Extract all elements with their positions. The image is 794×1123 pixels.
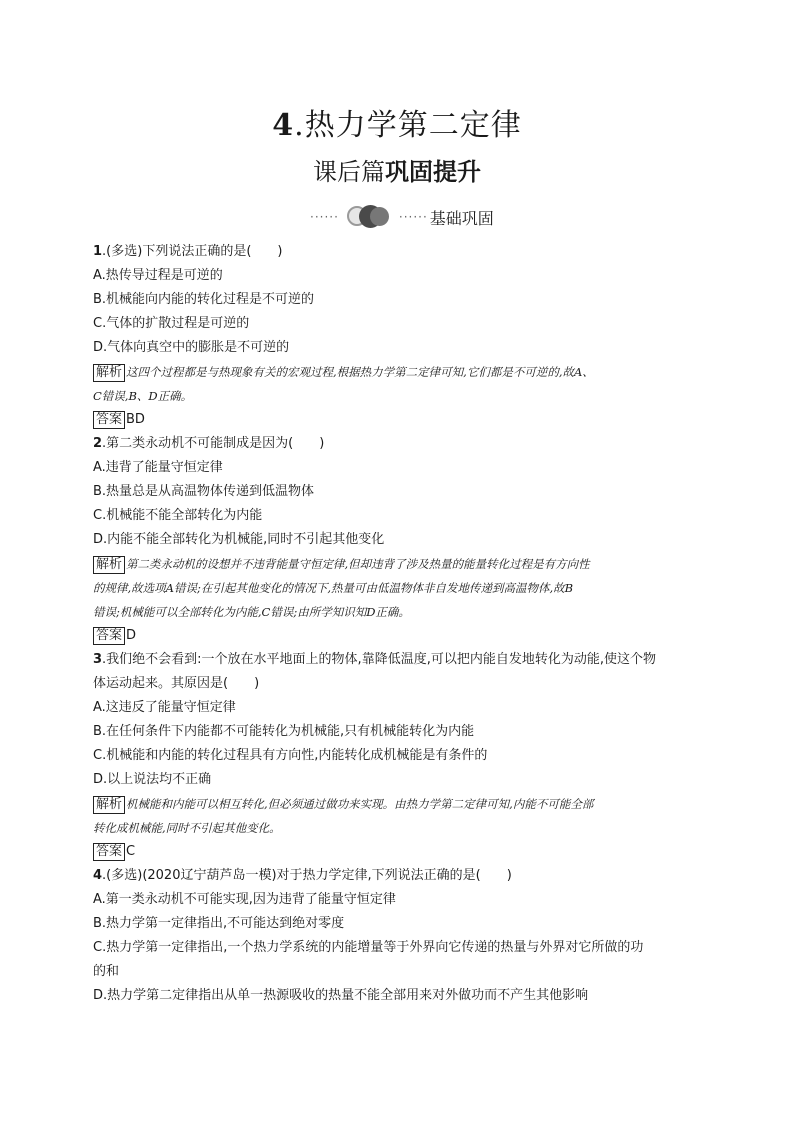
- option: A.这违反了能量守恒定律: [93, 700, 236, 715]
- option: C.气体的扩散过程是可逆的: [93, 316, 250, 331]
- title-text: .热力学第二定律: [294, 108, 522, 143]
- answer-line: [93, 408, 703, 432]
- option: A.违背了能量守恒定律: [93, 460, 223, 475]
- option: B.机械能向内能的转化过程是不可逆的: [93, 292, 315, 307]
- option: B.在任何条件下内能都不可能转化为机械能,只有机械能转化为内能: [93, 724, 475, 739]
- page-subtitle: [0, 152, 794, 187]
- analysis-tag: 解析: [93, 796, 125, 814]
- section-dots-right: ······: [398, 210, 428, 224]
- subtitle-bold: 巩固提升: [385, 158, 481, 186]
- option: D.气体向真空中的膨胀是不可逆的: [93, 340, 290, 355]
- question-stem: [93, 864, 703, 888]
- option: D.热力学第二定律指出从单一热源吸收的热量不能全部用来对外做功而不产生其他影响: [93, 988, 589, 1003]
- answer-tag: 答案: [93, 627, 125, 645]
- question-stem-text: .(多选)(2020辽宁葫芦岛一模)对于热力学定律,下列说法正确的是( ): [102, 868, 512, 883]
- option: C.机械能不能全部转化为内能: [93, 508, 263, 523]
- analysis-text: 的规律,故选项A错误;在引起其他变化的情况下,热量可由低温物体非自发地传递到高温物体,故B: [93, 581, 574, 595]
- analysis-line: [93, 792, 703, 816]
- page-title: [0, 100, 794, 144]
- subtitle-plain: 课后篇: [313, 158, 385, 186]
- question-3: [93, 648, 703, 864]
- question-stem: [93, 240, 703, 264]
- section-circles-icon: [345, 204, 389, 230]
- analysis-text: 转化成机械能,同时不引起其他变化。: [93, 821, 281, 835]
- question-1: [93, 240, 703, 432]
- analysis-line: [93, 552, 703, 576]
- analysis-line: [93, 360, 703, 384]
- option: A.热传导过程是可逆的: [93, 268, 223, 283]
- question-number: 1: [93, 244, 103, 259]
- question-stem: [93, 672, 703, 696]
- answer-text: C: [126, 844, 136, 859]
- option: B.热力学第一定律指出,不可能达到绝对零度: [93, 916, 345, 931]
- answer-line: [93, 840, 703, 864]
- title-number: 4: [272, 108, 295, 143]
- option: A.第一类永动机不可能实现,因为违背了能量守恒定律: [93, 892, 396, 907]
- question-stem: [93, 648, 703, 672]
- section-label: 基础巩固: [429, 208, 494, 228]
- question-2: [93, 432, 703, 648]
- analysis-line: [93, 384, 703, 408]
- question-stem: [93, 432, 703, 456]
- analysis-text: 这四个过程都是与热现象有关的宏观过程,根据热力学第二定律可知,它们都是不可逆的,故A、: [126, 365, 594, 379]
- question-stem-text: .第二类永动机不可能制成是因为( ): [102, 436, 325, 451]
- analysis-text: 机械能和内能可以相互转化,但必须通过做功来实现。由热力学第二定律可知,内能不可能全部: [126, 797, 594, 811]
- section-header: [310, 204, 494, 230]
- question-number: 2: [93, 436, 103, 451]
- option: B.热量总是从高温物体传递到低温物体: [93, 484, 315, 499]
- option: D.以上说法均不正确: [93, 772, 212, 787]
- analysis-line: [93, 816, 703, 840]
- question-number: 4: [93, 868, 103, 883]
- analysis-text: 错误;机械能可以全部转化为内能,C错误;由所学知识知D正确。: [93, 605, 410, 619]
- option: 的和: [93, 964, 120, 979]
- section-dots-left: ······: [310, 210, 339, 224]
- analysis-text: C错误,B、D正确。: [93, 389, 193, 403]
- option: C.机械能和内能的转化过程具有方向性,内能转化成机械能是有条件的: [93, 748, 488, 763]
- analysis-text: 第二类永动机的设想并不违背能量守恒定律,但却违背了涉及热量的能量转化过程是有方向性: [126, 557, 590, 571]
- answer-line: [93, 624, 703, 648]
- analysis-tag: 解析: [93, 364, 125, 382]
- option: C.热力学第一定律指出,一个热力学系统的内能增量等于外界向它传递的热量与外界对它所做的功: [93, 940, 644, 955]
- analysis-tag: 解析: [93, 556, 125, 574]
- analysis-line: [93, 600, 703, 624]
- question-number: 3: [93, 652, 103, 667]
- option: D.内能不能全部转化为机械能,同时不引起其他变化: [93, 532, 385, 547]
- answer-tag: 答案: [93, 843, 125, 861]
- question-stem-text: .(多选)下列说法正确的是( ): [102, 244, 283, 259]
- question-4: [93, 864, 703, 1008]
- answer-text: D: [126, 628, 137, 643]
- question-list: [93, 240, 703, 1008]
- analysis-line: [93, 576, 703, 600]
- question-stem-text: .我们绝不会看到:一个放在水平地面上的物体,靠降低温度,可以把内能自发地转化为动能,使这个物: [102, 652, 656, 667]
- answer-text: BD: [126, 412, 145, 427]
- question-stem-text: 体运动起来。其原因是( ): [93, 676, 260, 691]
- answer-tag: 答案: [93, 411, 125, 429]
